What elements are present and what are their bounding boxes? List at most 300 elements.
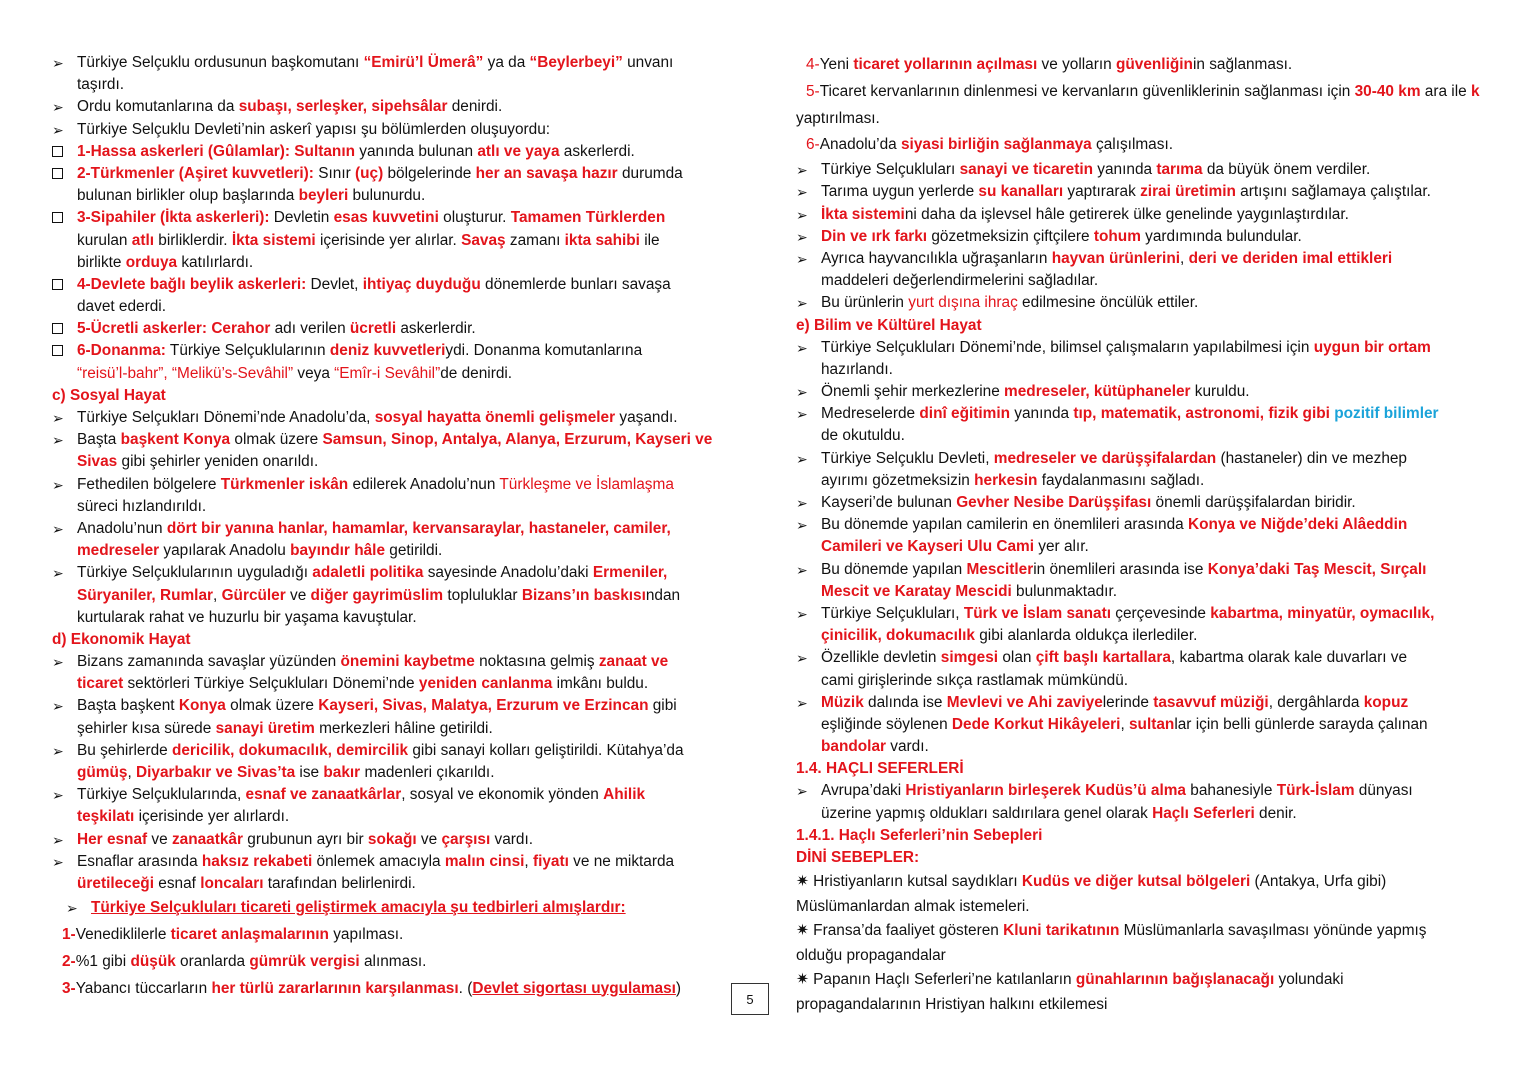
text-span: sayesinde Anadolu’daki: [423, 564, 593, 582]
text-line: [796, 359, 1527, 381]
bullet-item: [796, 226, 1527, 248]
text-span: ve yolların: [1037, 56, 1116, 73]
bullet-item: [52, 207, 732, 229]
bullet-item: [796, 204, 1527, 226]
text-span: davet ederdi.: [77, 298, 166, 316]
text-span: hayvan ürünlerini: [1051, 249, 1180, 267]
text-span: ve ne miktarda: [568, 852, 675, 870]
text-span: çift başlı kartallara: [1035, 649, 1171, 667]
text-span: getirildi.: [385, 542, 443, 560]
section-heading: e) Bilim ve Kültürel Hayat: [796, 316, 982, 334]
text-span: 1-Hassa askerleri (Gûlamlar): Sultanın: [77, 142, 355, 160]
text-span: deniz kuvvetleri: [329, 342, 446, 360]
text-span: çinicilik, dokumacılık: [821, 627, 975, 645]
bullet-item: [52, 318, 732, 340]
checkbox-bullet-icon: [52, 318, 74, 341]
text-span: %1 gibi: [75, 952, 131, 970]
text-line: [796, 670, 1527, 692]
text-span: hazırlandı.: [821, 360, 893, 378]
text-span: olan: [998, 649, 1036, 667]
bullet-item: [52, 429, 732, 451]
text-span: Türkiye Selçukluları ticareti geliştirmek amacıyla şu tedbirleri almışlardır:: [91, 899, 626, 917]
page-number: 5: [731, 983, 769, 1015]
text-span: fiyatı: [532, 852, 569, 870]
text-span: subaşı, serleşker, sipehsâlar: [238, 98, 448, 116]
text-span: 4-Devlete bağlı beylik askerleri:: [77, 275, 307, 293]
text-span: topluluklar: [443, 586, 522, 604]
text-span: ayırımı gözetmeksizin: [821, 471, 975, 489]
text-span: herkesin: [974, 471, 1038, 489]
text-span: içerisinde yer alırlardı.: [134, 808, 290, 826]
text-span: gibi alanlarda oldukça ilerlediler.: [974, 627, 1198, 645]
text-span: ihtiyaç duyduğu: [362, 275, 481, 293]
text-span: 2-Türkmenler (Aşiret kuvvetleri):: [77, 164, 314, 182]
text-span: ile: [639, 231, 660, 249]
arrow-bullet-icon: ➢: [52, 520, 64, 537]
text-line: [52, 585, 732, 607]
text-span: bakır: [323, 764, 361, 781]
text-span: orduya: [125, 253, 178, 271]
arrow-bullet-icon: ➢: [796, 650, 808, 667]
text-span: süreci hızlandırıldı.: [77, 497, 207, 515]
text-line: [52, 607, 732, 629]
bullet-item: [796, 403, 1527, 425]
arrow-bullet-icon: ➢: [796, 605, 808, 622]
text-span: dericilik, dokumacılık, demircilik: [171, 741, 409, 759]
text-span: oluşturur.: [438, 209, 511, 227]
arrow-bullet-icon: ➢: [52, 55, 64, 71]
text-span: Anadolu’nun: [77, 519, 167, 537]
text-span: 3-Sipahiler (İkta askerleri):: [77, 209, 270, 227]
text-span: atlı: [131, 231, 155, 249]
text-span: ,: [1180, 249, 1189, 267]
bullet-item: [796, 514, 1527, 536]
text-span: ,: [213, 586, 222, 604]
text-span: birlikte: [77, 253, 126, 271]
text-line: [52, 762, 732, 784]
text-span: 30-40 km: [1354, 82, 1421, 100]
text-span: Başta: [77, 431, 121, 449]
text-span: tohum: [1093, 227, 1141, 245]
text-span: zanaatkâr: [171, 830, 243, 848]
text-span: esas kuvvetini: [333, 209, 439, 227]
text-span: adı verilen: [270, 320, 350, 338]
text-span: noktasına gelmiş: [474, 653, 599, 671]
text-span: yaptırılması.: [796, 109, 880, 127]
text-span: katılırlardı.: [177, 253, 254, 271]
bullet-item: [52, 474, 732, 496]
text-span: Türk ve İslam sanatı: [963, 604, 1111, 622]
section-heading: d) Ekonomik Hayat: [52, 630, 191, 648]
text-line: [796, 994, 1527, 1016]
text-span: birliklerdir.: [154, 231, 232, 249]
arrow-bullet-icon: ➢: [796, 184, 808, 201]
text-span: madenleri çıkarıldı.: [360, 764, 495, 781]
bullet-item: [52, 141, 732, 163]
arrow-bullet-icon: ➢: [796, 162, 808, 179]
text-span: İkta sistemi: [821, 205, 905, 223]
text-line: [796, 825, 1527, 847]
text-span: Sınır: [313, 164, 355, 182]
text-span: Konya’daki Taş Mescit, Sırçalı: [1207, 560, 1427, 578]
text-span: 6-Donanma:: [77, 342, 166, 360]
bullet-item: [52, 119, 732, 141]
text-span: Ticaret kervanlarının dinlenmesi ve kervanların güvenliklerinin sağlanması için: [819, 82, 1355, 100]
text-line: [796, 847, 1527, 869]
arrow-bullet-icon: ➢: [52, 99, 64, 116]
text-line: [796, 803, 1527, 825]
text-span: beyleri: [298, 187, 349, 205]
bullet-item: [52, 518, 732, 540]
text-span: ydi. Donanma komutanlarına: [445, 342, 643, 360]
text-span: ticaret yollarının açılması: [853, 56, 1038, 73]
text-span: esnaf ve zanaatkârlar: [245, 786, 402, 804]
text-line: [52, 629, 732, 651]
text-span: 5-Ücretli askerler: Cerahor: [77, 320, 271, 338]
text-span: Kudüs ve diğer kutsal bölgeleri: [1021, 873, 1251, 891]
text-span: Tarıma uygun yerlerde: [821, 183, 979, 201]
text-span: veya: [293, 364, 335, 382]
text-span: Türkiye Selçuklu ordusunun başkomutanı: [77, 54, 364, 71]
text-span: Bu dönemde yapılan camilerin en önemlileri arasında: [821, 516, 1189, 534]
text-span: Özellikle devletin: [821, 649, 941, 667]
text-span: bölgelerinde: [383, 164, 476, 182]
arrow-bullet-icon: ➢: [52, 698, 64, 715]
arrow-bullet-icon: ➢: [52, 654, 64, 671]
text-span: yaşandı.: [615, 409, 678, 426]
text-span: Savaş: [461, 231, 506, 249]
text-span: Türkiye Selçuklu Devleti’nin askerî yapısı şu bölümlerden oluşuyordu:: [77, 120, 551, 138]
bullet-item: [796, 337, 1527, 359]
text-span: Samsun, Sinop, Antalya, Alanya, Erzurum, Kayseri ve: [322, 431, 713, 449]
text-span: kuruldu.: [1190, 383, 1250, 401]
text-line: [806, 52, 1527, 79]
text-span: k: [1471, 82, 1480, 100]
right-column: [796, 52, 1527, 1016]
text-span: 2-: [62, 952, 76, 970]
text-span: lar için belli günlerde sarayda çalınan: [1174, 715, 1428, 733]
text-span: medreseler: [77, 542, 160, 560]
text-span: ve: [416, 830, 442, 848]
text-span: Konya ve Niğde’deki Alâeddin: [1188, 516, 1408, 534]
text-span: su kanalları: [978, 183, 1064, 201]
text-span: tıp, matematik, astronomi, fizik gibi: [1073, 405, 1330, 423]
arrow-bullet-icon: ➢: [796, 295, 808, 312]
text-span: de denirdi.: [440, 364, 513, 382]
text-span: ve: [285, 586, 311, 604]
text-line: [52, 296, 732, 318]
text-span: alınması.: [359, 952, 427, 970]
bullet-item: [52, 274, 732, 296]
text-span: ,: [524, 852, 533, 870]
text-span: yardımında bulundular.: [1140, 227, 1302, 245]
text-span: günahlarının bağışlanacağı: [1075, 971, 1275, 989]
text-span: Kayseri’de bulunan: [821, 494, 957, 511]
bullet-item: [796, 159, 1527, 181]
bullet-item: [796, 181, 1527, 203]
text-span: kurtularak rahat ve huzurlu bir yaşama kavuştular.: [77, 608, 417, 626]
bullet-item: [796, 647, 1527, 669]
text-span: zirai üretimin: [1140, 183, 1236, 201]
text-span: , dergâhlarda: [1268, 693, 1364, 711]
text-span: oranlarda: [175, 952, 250, 970]
text-span: Türkmenler iskân: [220, 475, 349, 493]
text-span: ,: [127, 764, 137, 781]
text-line: [796, 470, 1527, 492]
arrow-bullet-icon: ➢: [796, 250, 808, 267]
text-span: ise: [295, 764, 324, 781]
text-span: deri ve deriden imal ettikleri: [1188, 249, 1393, 267]
text-span: sektörleri Türkiye Selçukluları Dönemi’nde: [123, 675, 419, 693]
text-line: [52, 363, 732, 385]
arrow-bullet-icon: ➢: [52, 831, 64, 848]
text-span: imkânı buldu.: [552, 675, 649, 693]
arrow-bullet-icon: ➢: [796, 228, 808, 245]
text-line: [796, 869, 1527, 896]
text-span: Dede Korkut Hikâyeleri: [951, 715, 1121, 733]
bullet-item: [52, 52, 732, 74]
text-span: gibi: [648, 697, 677, 715]
text-span: yapılarak Anadolu: [159, 542, 291, 560]
text-span: 6-: [806, 136, 820, 154]
text-span: Hristiyanların birleşerek Kudüs’ü alma: [905, 782, 1186, 800]
text-span: Devlet,: [306, 275, 363, 293]
text-span: kopuz: [1363, 693, 1409, 711]
text-span: yolundaki: [1274, 971, 1344, 989]
text-span: grubunun ayrı bir: [242, 830, 368, 848]
text-span: Türkiye Selçukluları: [821, 161, 960, 179]
bullet-item: [52, 562, 732, 584]
text-span: yanında: [1010, 405, 1074, 423]
text-span: dalında ise: [863, 693, 947, 711]
checkbox-bullet-icon: [52, 274, 74, 297]
text-span: ara ile: [1420, 82, 1471, 100]
text-span: Her esnaf: [77, 830, 148, 848]
text-span: yanında bulunan: [355, 142, 478, 160]
section-heading: 1.4.1. Haçlı Seferleri’nin Sebepleri: [796, 826, 1043, 844]
text-span: Bu şehirlerde: [77, 741, 172, 759]
text-span: olmak üzere: [225, 697, 319, 715]
text-span: de okutuldu.: [821, 427, 905, 445]
text-span: düşük: [130, 952, 176, 970]
text-span: Devlet sigortası uygulaması: [472, 979, 676, 997]
text-span: Camileri ve Kayseri Ulu Cami: [821, 538, 1035, 556]
arrow-bullet-icon: ➢: [52, 742, 64, 759]
text-span: “Beylerbeyi”: [529, 54, 623, 71]
text-span: sanayi üretim: [215, 719, 315, 737]
text-line: [796, 425, 1527, 447]
text-span: yer alır.: [1034, 538, 1089, 556]
arrow-bullet-icon: ➢: [796, 339, 808, 356]
text-span: ): [675, 979, 682, 997]
text-span: Başta başkent: [77, 697, 179, 715]
text-span: siyasi birliğin sağlanmaya: [900, 136, 1092, 154]
section-heading: c) Sosyal Hayat: [52, 386, 166, 404]
arrow-bullet-icon: ➢: [796, 450, 808, 467]
bullet-item: [52, 163, 732, 185]
text-span: “Emirü’l Ümerâ”: [363, 54, 484, 71]
text-span: olduğu propagandalar: [796, 946, 946, 964]
bullet-item: [52, 740, 732, 762]
text-span: yanında: [1093, 161, 1157, 179]
text-span: sokağı: [367, 830, 417, 848]
checkbox-bullet-icon: [52, 163, 74, 186]
text-span: askerlerdi.: [559, 142, 635, 160]
text-span: faydalanmasını sağladı.: [1037, 471, 1205, 489]
text-span: Müslümanlardan almak istemeleri.: [796, 897, 1030, 915]
arrow-bullet-icon: ➢: [796, 517, 808, 534]
bullet-item: [796, 780, 1527, 802]
bullet-item: [796, 448, 1527, 470]
text-span: Türkiye Selçukları Dönemi’nde Anadolu’da,: [77, 409, 375, 426]
text-span: Yeni: [819, 56, 854, 73]
text-span: zamanı: [505, 231, 565, 249]
text-span: Türkiye Selçuklularının uyguladığı: [77, 564, 313, 582]
text-span: esnaf: [153, 874, 201, 892]
text-span: yurt dışına ihraç: [908, 294, 1018, 312]
text-line: [796, 896, 1527, 918]
text-span: kurulan: [77, 231, 132, 249]
arrow-bullet-icon: ➢: [52, 410, 64, 426]
text-span: medreseler, kütüphaneler: [1004, 383, 1191, 401]
text-span: ,: [1120, 715, 1129, 733]
arrow-bullet-icon: ➢: [796, 406, 808, 423]
text-span: , kabartma olarak kale duvarları ve: [1170, 649, 1408, 667]
text-span: Türkiye Selçukluları Dönemi’nde, bilimsel çalışmaların yapılabilmesi için: [821, 338, 1314, 356]
text-span: Süryaniler, Rumlar: [77, 586, 214, 604]
text-line: [52, 496, 732, 518]
section-heading: DİNİ SEBEPLER:: [796, 849, 920, 866]
text-span: 1-: [62, 925, 76, 943]
text-span: Anadolu’da: [819, 136, 901, 154]
text-span: tarafından belirlenirdi.: [263, 874, 416, 892]
text-span: gümüş: [77, 764, 128, 781]
text-span: durumda: [617, 164, 683, 182]
text-span: Kluni tarikatının: [1003, 922, 1120, 940]
text-span: Mescitler: [966, 560, 1034, 578]
text-span: unvanı: [622, 54, 674, 71]
text-span: zanaat ve: [598, 653, 669, 671]
bullet-item: [52, 407, 732, 429]
text-span: bandolar: [821, 738, 886, 756]
text-span: kabartma, minyatür, oymacılık,: [1210, 604, 1435, 622]
text-span: dinî eğitimin: [919, 405, 1011, 423]
text-span: 4-: [806, 56, 820, 73]
text-span: Önemli şehir merkezlerine: [821, 383, 1005, 401]
arrow-bullet-icon: ➢: [796, 561, 808, 578]
text-span: Avrupa’daki: [821, 782, 906, 800]
text-span: Müzik: [821, 693, 864, 711]
checkbox-bullet-icon: [52, 340, 74, 363]
text-span: her an savaşa hazır: [475, 164, 618, 182]
text-span: gözetmeksizin çiftçilere: [927, 227, 1094, 245]
text-line: [796, 967, 1527, 994]
text-line: [796, 918, 1527, 945]
text-span: . (: [458, 979, 473, 997]
text-span: ✷ Fransa’da faaliyet gösteren: [796, 922, 1004, 940]
arrow-bullet-icon: ➢: [52, 121, 64, 138]
text-span: Yabancı tüccarların: [75, 979, 212, 997]
arrow-bullet-icon: ➢: [796, 694, 808, 711]
text-span: , sosyal ve ekonomik yönden: [401, 786, 604, 804]
text-line: [796, 581, 1527, 603]
text-span: pozitif bilimler: [1334, 405, 1439, 423]
text-span: İkta sistemi: [231, 231, 316, 249]
text-span: merkezleri hâline getirildi.: [314, 719, 493, 737]
text-span: loncaları: [200, 874, 264, 892]
text-line: [52, 718, 732, 740]
arrow-bullet-icon: ➢: [796, 384, 808, 401]
text-span: sosyal hayatta önemli gelişmeler: [374, 409, 616, 426]
text-span: Devletin: [269, 209, 334, 227]
text-span: yeniden canlanma: [418, 675, 553, 693]
text-span: in sağlanması.: [1192, 56, 1293, 73]
text-span: güvenliğin: [1115, 56, 1193, 73]
text-span: dünyası: [1354, 782, 1413, 800]
text-line: [62, 976, 732, 1003]
text-span: denir.: [1254, 804, 1297, 822]
arrow-bullet-icon: ➢: [796, 206, 808, 223]
text-span: atlı ve yaya: [477, 142, 560, 160]
text-span: haksız rekabeti: [201, 852, 313, 870]
section-heading: 1.4. HAÇLI SEFERLERİ: [796, 760, 964, 778]
text-span: Ordu komutanlarına da: [77, 98, 239, 116]
text-span: Türkiye Selçuklularının: [165, 342, 330, 360]
text-span: Ermeniler,: [592, 564, 668, 582]
text-span: medreseler ve darüşşifalardan: [993, 449, 1217, 467]
text-span: ikta sahibi: [564, 231, 640, 249]
text-span: Türkiye Selçuklu Devleti,: [821, 449, 994, 467]
bullet-item: [52, 96, 732, 118]
text-span: ticaret anlaşmalarının: [170, 925, 329, 943]
text-line: [52, 540, 732, 562]
text-span: Türkiye Selçuklularında,: [77, 786, 246, 804]
text-span: simgesi: [940, 649, 999, 667]
arrow-bullet-icon: ➢: [52, 853, 64, 870]
text-span: üzerine yapmış oldukları saldırılara genel olarak: [821, 804, 1153, 822]
arrow-bullet-icon: ➢: [52, 565, 64, 582]
text-line: [52, 252, 732, 274]
text-span: önlemek amacıyla: [312, 852, 445, 870]
text-span: tarıma: [1156, 161, 1203, 179]
text-span: askerlerdir.: [396, 320, 476, 338]
text-span: (hastaneler) din ve mezhep: [1216, 449, 1407, 467]
bullet-item: [796, 692, 1527, 714]
text-span: Venediklilerle: [75, 925, 171, 943]
text-line: [796, 270, 1527, 292]
text-line: [52, 74, 732, 96]
text-span: Müslümanlarla savaşılması yönünde yapmış: [1119, 922, 1427, 940]
text-span: bayındır hâle: [290, 542, 385, 560]
arrow-bullet-icon: ➢: [52, 476, 64, 493]
text-span: bulunurdu.: [348, 187, 426, 205]
text-span: Fethedilen bölgelere: [77, 475, 221, 493]
text-span: maddeleri değerlendirmelerini sağladılar.: [821, 272, 1099, 290]
text-span: artışını sağlamaya çalıştılar.: [1235, 183, 1431, 201]
text-span: Ahilik: [603, 786, 646, 804]
text-span: vardı.: [886, 738, 929, 756]
text-span: her türlü zararlarının karşılanması: [211, 979, 459, 997]
text-span: çerçevesinde: [1110, 604, 1211, 622]
text-span: in önemlileri arasında ise: [1033, 560, 1208, 578]
text-span: Bu ürünlerin: [821, 294, 909, 312]
text-line: [52, 230, 732, 252]
text-span: uygun bir ortam: [1313, 338, 1431, 356]
text-span: Din ve ırk farkı: [821, 227, 928, 245]
bullet-item: [52, 829, 732, 851]
text-span: denirdi.: [447, 98, 503, 116]
text-span: bahanesiyle: [1185, 782, 1277, 800]
